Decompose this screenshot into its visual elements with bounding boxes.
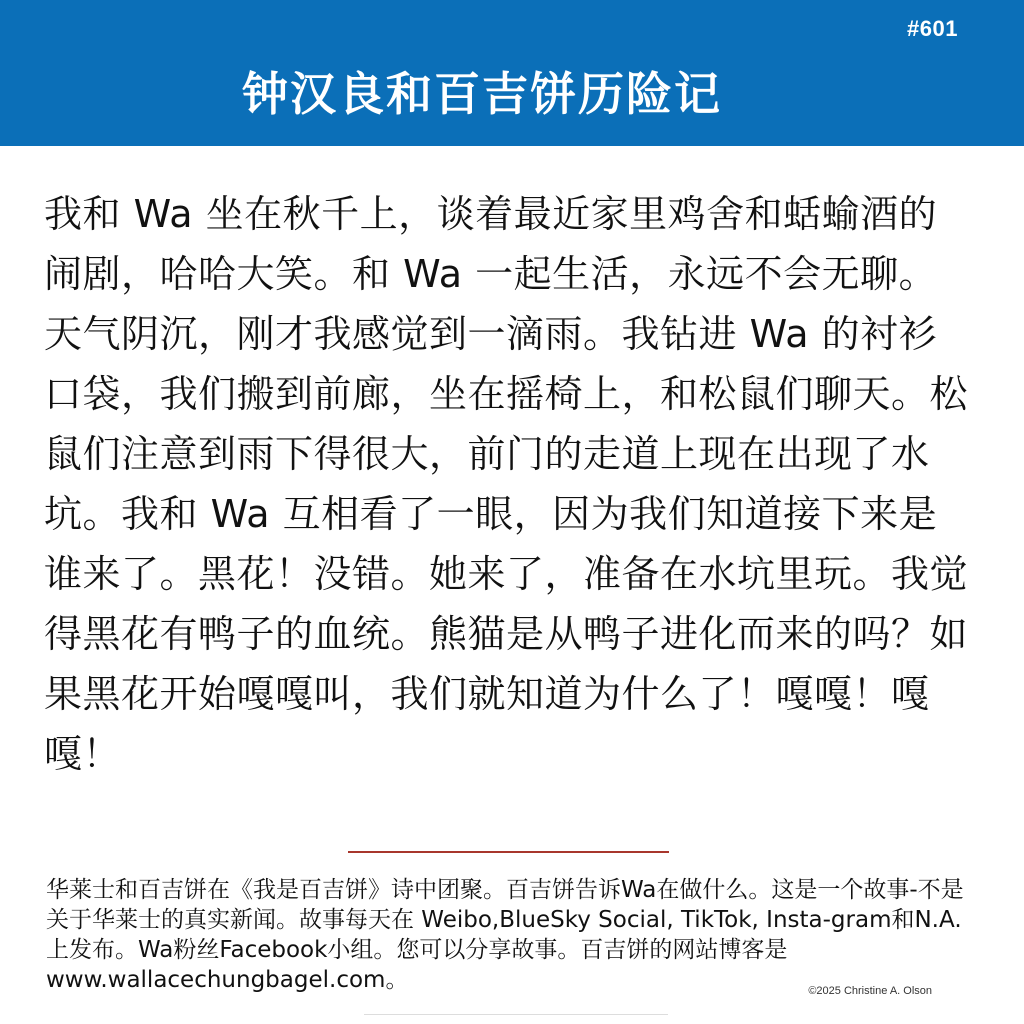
footer-note: 华莱士和百吉饼在《我是百吉饼》诗中团聚。百吉饼告诉Wa在做什么。这是一个故事-不是关于华莱士的真实新闻。故事每天在 Weibo,BlueSky Social, TikTok, Insta-gram和N.A.上发布。Wa粉丝Facebook小组。您可以分享故事。百吉饼的网站博客是www.wallacechungbagel.com。 [46, 877, 964, 993]
header-banner [0, 0, 1024, 146]
episode-number: #601 [907, 16, 958, 41]
section-divider [348, 851, 669, 853]
story-text: 我和 Wa 坐在秋千上，谈着最近家里鸡舍和蛞蝓酒的闹剧，哈哈大笑。和 Wa 一起生活，永远不会无聊。天气阴沉，刚才我感觉到一滴雨。我钻进 Wa 的衬衫口袋，我们搬到前廊，坐在摇椅上，和松鼠们聊天。松鼠们注意到雨下得很大，前门的走道上现在出现了水坑。我和 Wa 互相看了一眼，因为我们知道接下来是谁来了。黑花！没错。她来了，准备在水坑里玩。我觉得黑花有鸭子的血统。熊猫是从鸭子进化而来的吗？如果黑花开始嘎嘎叫，我们就知道为什么了！嘎嘎！嘎嘎！ [44, 192, 969, 776]
page-title: 钟汉良和百吉饼历险记 [242, 67, 722, 121]
copyright-credit: ©2025 Christine A. Olson [808, 985, 932, 997]
bottom-divider [364, 1014, 668, 1015]
